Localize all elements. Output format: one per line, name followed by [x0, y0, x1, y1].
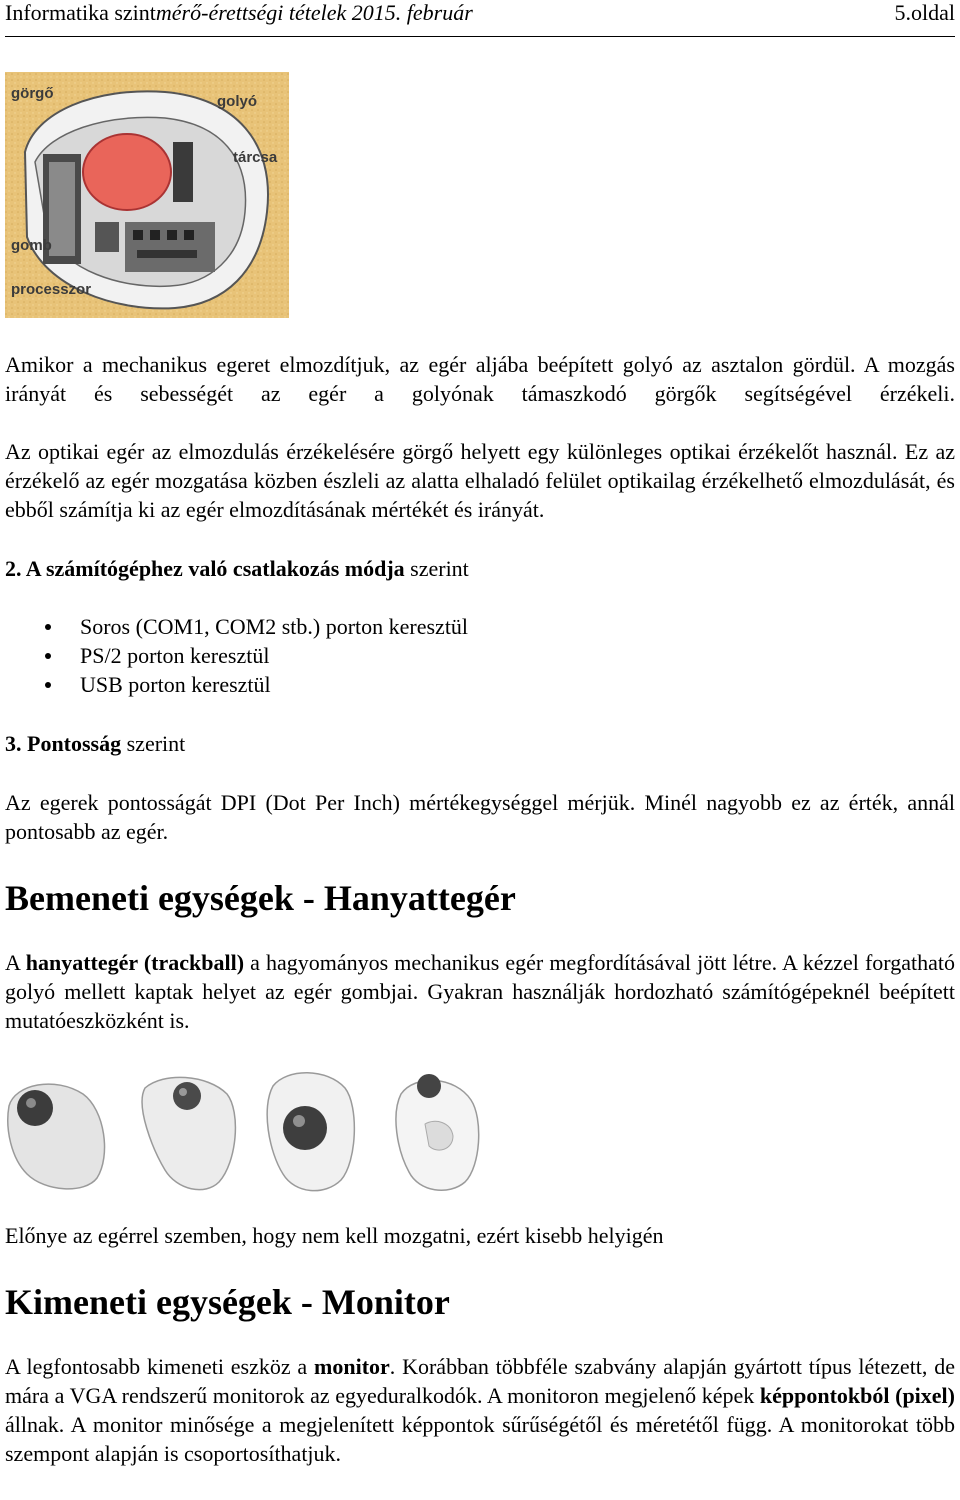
trackball-image-1 [8, 1084, 105, 1189]
list-item: Soros (COM1, COM2 stb.) porton keresztül [5, 612, 468, 641]
paragraph-precision: Az egerek pontosságát DPI (Dot Per Inch) mértékegységgel mérjük. Minél nagyobb ez az érték, annál pontosabb az egér. [5, 790, 955, 844]
paragraph-trackball-advantage: Előnye az egérrel szemben, hogy nem kell mozgatni, ezért kisebb helyigén [5, 1223, 664, 1248]
connection-list [5, 612, 468, 699]
trackball-image-4 [396, 1074, 479, 1190]
paragraph-monitor: A legfontosabb kimeneti eszköz a monitor. Korábban többféle szabvány alapján gyártott típus létezett, de mára a VGA rendszerű monitorok az egyeduralkodók. A monitoron megjelenő képek képpontokból (pixel) állnak. A monitor minősége a megjelenített képpontok sűrűségétől és méretétől függ. A monitorokat több szempont alapján is csoportosíthatjuk. [5, 1354, 956, 1466]
page-header [5, 0, 955, 37]
label-gomb: gomb [11, 237, 52, 254]
heading-monitor: Kimeneti egységek - Monitor [5, 1282, 450, 1322]
label-processzor: processzor [11, 281, 92, 298]
paragraph-trackball: A hanyattegér (trackball) a hagyományos mechanikus egér megfordításával jött létre. A kézzel forgatható golyó mellett kaptak helyet az egér gombjai. Gyakran használják hordozható számítógépeknél beépített mutatóeszközként is. [5, 950, 955, 1033]
header-title: Informatika szintmérő-érettségi tételek 2015. február [5, 0, 473, 25]
mouse-cutaway-illustration [5, 72, 289, 318]
trackball-image-3 [267, 1073, 354, 1191]
mouse-cutaway-figure [5, 72, 289, 318]
heading-trackball: Bemeneti egységek - Hanyattegér [5, 878, 516, 918]
trackball-illustrations [5, 1066, 485, 1196]
label-gorgo: görgő [11, 85, 54, 102]
subheading-connection: 2. A számítógéphez való csatlakozás módja szerint [5, 556, 469, 581]
document-page [5, 0, 955, 1500]
paragraph-optical-mouse: Az optikai egér az elmozdulás érzékelésére görgő helyett egy különleges optikai érzékelőt használ. Ez az érzékelő az egér mozgatása közben észleli az alatta elhaladó felület optikailag érzékelhető elmozdulását, és ebből számítja ki az egér elmozdításának mértékét és irányát. [5, 439, 955, 522]
trackball-image-2 [142, 1077, 235, 1189]
subheading-precision: 3. Pontosság szerint [5, 731, 186, 756]
list-item: PS/2 porton keresztül [5, 641, 468, 670]
label-golyo: golyó [217, 93, 257, 110]
paragraph-mechanical-mouse: Amikor a mechanikus egeret elmozdítjuk, az egér aljába beépített golyó az asztalon gördül. A mozgás irányát és sebességét az egér a golyónak támaszkodó görgők segítségével érzékeli. [5, 352, 955, 406]
page-number: 5.oldal [894, 0, 955, 25]
label-tarcsa: tárcsa [233, 149, 278, 166]
trackball-photos [5, 1066, 485, 1196]
list-item: USB porton keresztül [5, 670, 468, 699]
